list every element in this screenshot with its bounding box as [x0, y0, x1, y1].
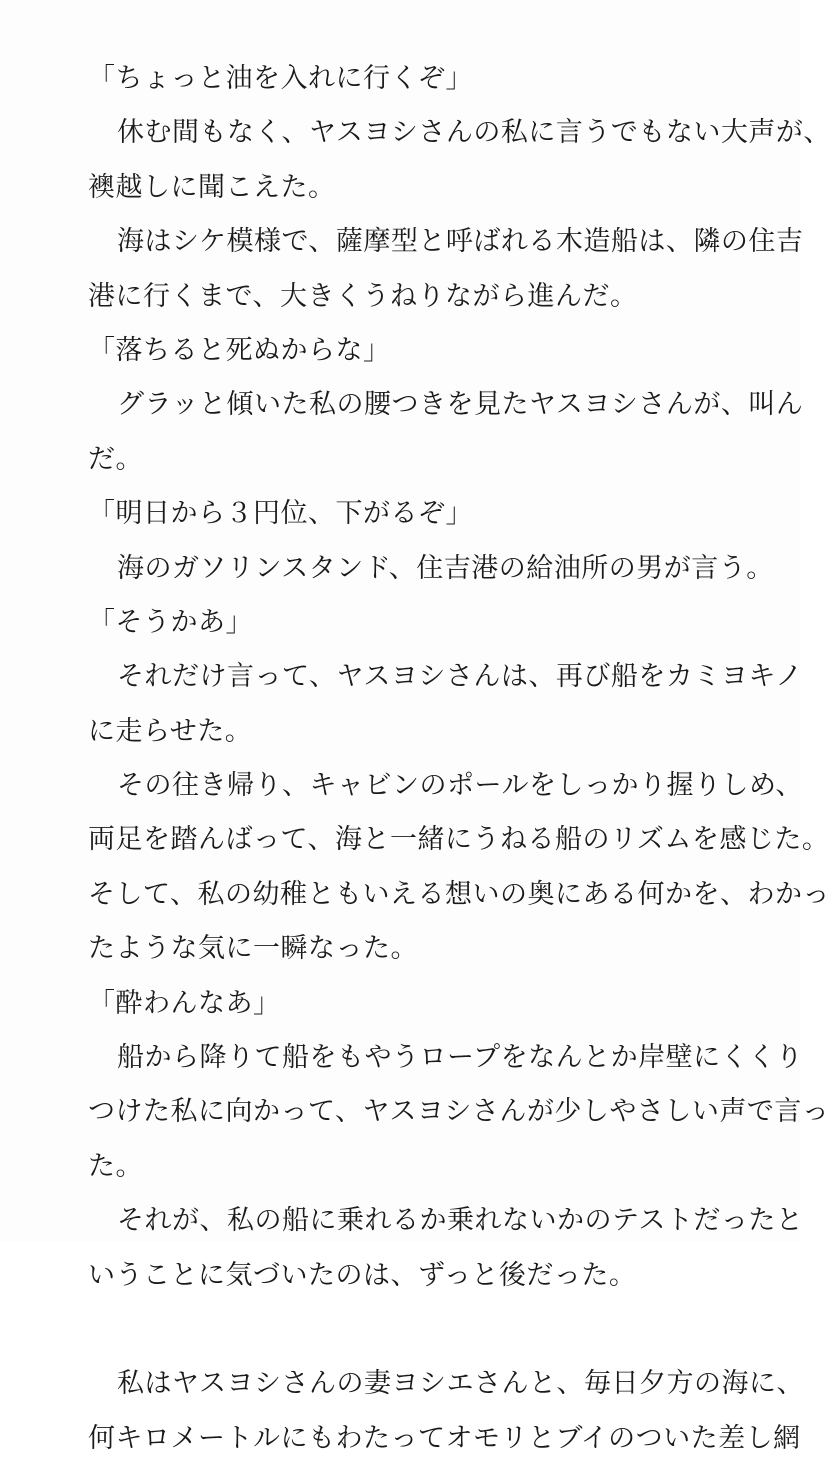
text-line: 両足を踏んばって、海と一緒にうねる船のリズムを感じた。 — [88, 824, 830, 856]
text-line: に走らせた。 — [88, 715, 253, 747]
text-line: グラッと傾いた私の腰つきを見たヤスヨシさんが、叫ん — [117, 389, 804, 421]
text-line: 「酔わんなあ」 — [88, 987, 281, 1019]
text-line: 襖越しに聞こえた。 — [88, 171, 336, 203]
text-line: いうことに気づいたのは、ずっと後だった。 — [88, 1259, 637, 1291]
text-line: だ。 — [88, 443, 143, 475]
text-line: 海はシケ模様で、薩摩型と呼ばれる木造船は、隣の住吉 — [117, 226, 804, 258]
text-line: 何キロメートルにもわたってオモリとブイのついた差し網 — [88, 1422, 801, 1454]
text-line: 「そうかあ」 — [88, 606, 253, 638]
body-text — [88, 52, 831, 1466]
text-line: た。 — [88, 1150, 143, 1182]
text-line: 「ちょっと油を入れに行くぞ」 — [88, 63, 473, 94]
text-line: たような気に一瞬なった。 — [88, 933, 418, 965]
paragraph-gap — [88, 1303, 728, 1357]
text-line: それが、私の船に乗れるか乗れないかのテストだったと — [117, 1205, 804, 1237]
text-line: そして、私の幼稚ともいえる想いの奥にある何かを、わかっ — [88, 878, 830, 910]
text-line: その往き帰り、キャビンのポールをしっかり握りしめ、 — [117, 770, 803, 802]
text-line: 海のガソリンスタンド、住吉港の給油所の男が言う。 — [117, 552, 774, 584]
text-line: 港に行くまで、大きくうねりながら進んだ。 — [88, 280, 638, 312]
text-line: 私はヤスヨシさんの妻ヨシエさんと、毎日夕方の海に、 — [117, 1368, 804, 1400]
text-line: 「落ちると死ぬからな」 — [88, 334, 391, 366]
text-line: 「明日から３円位、下がるぞ」 — [88, 498, 473, 530]
text-line: つけた私に向かって、ヤスヨシさんが少しやさしい声で言っ — [88, 1096, 830, 1128]
text-line: それだけ言って、ヤスヨシさんは、再び船をカミヨキノ — [117, 661, 803, 693]
text-line: 休む間もなく、ヤスヨシさんの私に言うでもない大声が、 — [117, 117, 831, 149]
text-line: 船から降りて船をもやうロープをなんとか岸壁にくくり — [117, 1042, 804, 1074]
